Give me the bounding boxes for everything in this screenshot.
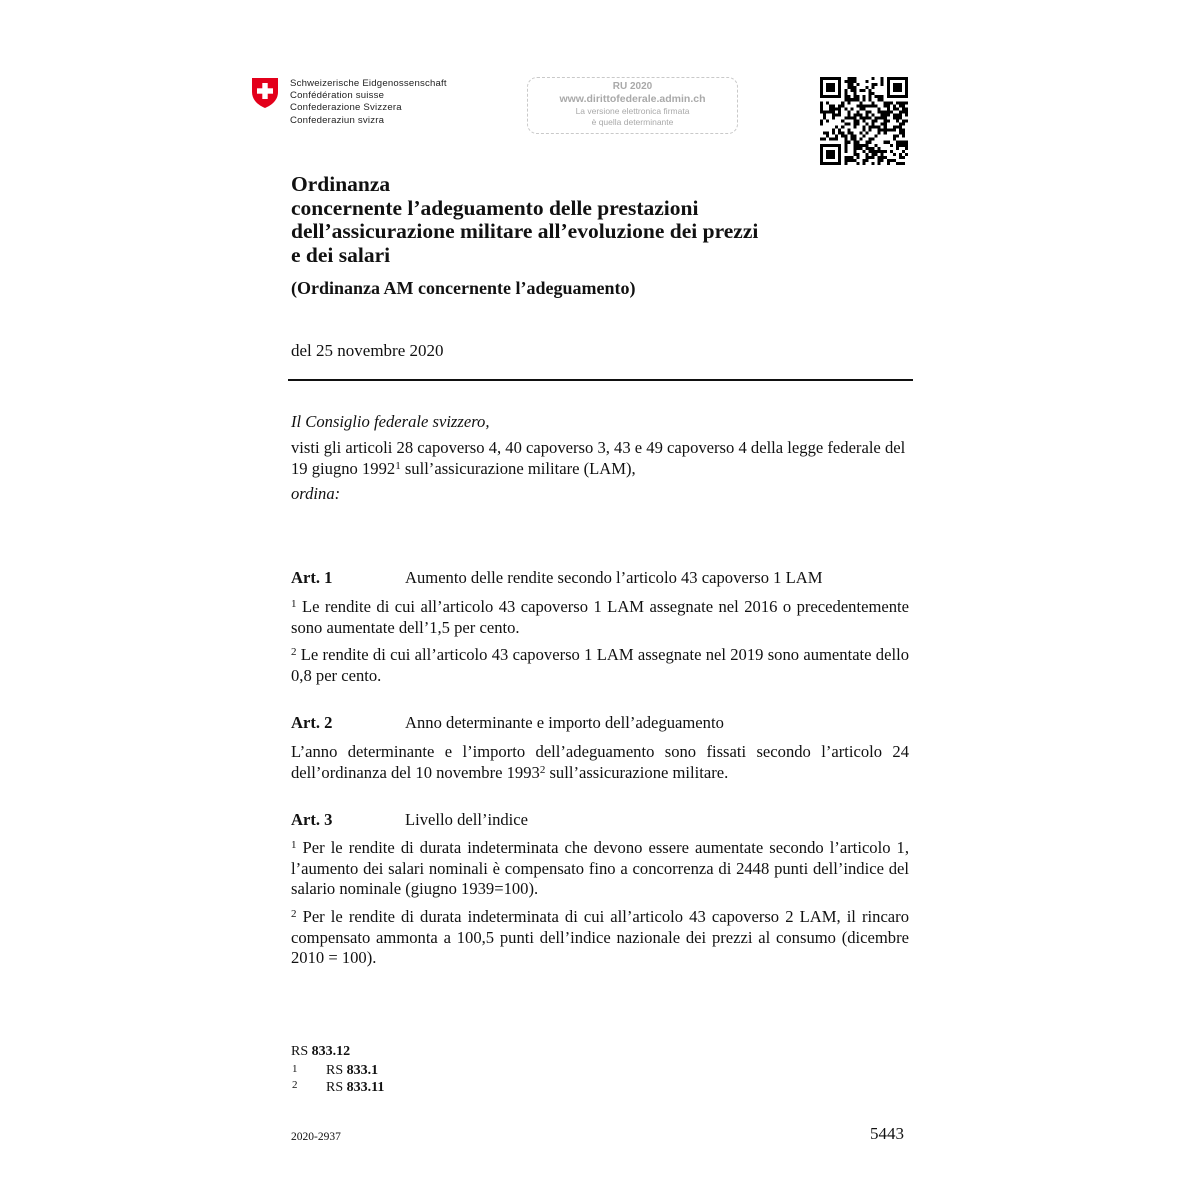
article-2-heading: Anno determinante e importo dell’adeguamento	[405, 713, 724, 732]
title-divider	[288, 379, 913, 381]
footnote-ref-1[interactable]: 1	[395, 459, 401, 472]
paragraph-number: 1	[291, 839, 297, 851]
official-url[interactable]: www.dirittofederale.admin.ch	[559, 93, 706, 105]
confederation-line-it: Confederazione Svizzera	[290, 102, 402, 114]
paragraph-text: Le rendite di cui all’articolo 43 capoverso 1 LAM assegnate nel 2016 o precedentemente sono aumentate dell’1,5 per cento.	[291, 597, 909, 637]
legal-basis	[291, 438, 911, 479]
article-3-paragraph-2	[291, 907, 909, 969]
swiss-cross-shield-icon	[251, 77, 279, 109]
signed-version-note-2: è quella determinante	[591, 116, 674, 127]
document-title	[291, 173, 911, 267]
short-title: (Ordinanza AM concernente l’adeguamento)	[291, 278, 636, 298]
paragraph-text: Per le rendite di durata indeterminata di cui all’articolo 43 capoverso 2 LAM, il rincaro compensato ammonta a 100,5 punti dell’indice nazionale dei prezzi al consumo (dicembre 2010 = 100).	[291, 907, 909, 967]
footnote-ref: 833.11	[346, 1080, 385, 1095]
enactment-date: del 25 novembre 2020	[291, 341, 444, 360]
article-3-heading: Livello dell’indice	[405, 810, 529, 829]
footnote-ref: 833.1	[346, 1063, 379, 1078]
article-2-body	[291, 742, 909, 783]
footnote-2-number: 2	[292, 1079, 298, 1091]
legal-basis-text-end: sull’assicurazione militare (LAM),	[400, 458, 636, 478]
legal-basis-text: visti gli articoli 28 capoverso 4, 40 capoverso 3, 43 e 49 capoverso 4 della legge federale del 19 giugno 1992	[291, 438, 906, 478]
signed-version-note-1: La versione elettronica firmata	[575, 106, 690, 116]
ru-label: RU 2020	[612, 81, 653, 92]
rs-prefix: RS	[291, 1044, 309, 1059]
footnote-prefix: RS	[326, 1063, 344, 1078]
article-1-paragraph-1	[291, 597, 909, 638]
article-1-number: Art. 1	[291, 568, 333, 587]
paragraph-number: 1	[291, 598, 297, 610]
footnote-2	[326, 1080, 384, 1096]
footnote-1	[326, 1063, 378, 1079]
footnote-1-number: 1	[292, 1063, 298, 1075]
footnote-prefix: RS	[326, 1080, 344, 1095]
page-number: 5443	[870, 1124, 904, 1143]
paragraph-number: 2	[291, 908, 297, 920]
confederation-names	[290, 78, 447, 127]
confederation-line-rm: Confederaziun svizra	[290, 114, 385, 126]
article-1-paragraph-2	[291, 645, 909, 686]
article-3-paragraph-1	[291, 838, 909, 900]
paragraph-number: 2	[291, 646, 297, 658]
title-line-3: dell’assicurazione militare all’evoluzione dei prezzi	[291, 219, 759, 243]
rs-number: 833.12	[311, 1044, 351, 1059]
confederation-line-fr: Confédération suisse	[290, 90, 385, 102]
enacting-clause: ordina:	[291, 484, 341, 503]
document-id: 2020-2937	[291, 1131, 341, 1143]
article-2-number: Art. 2	[291, 713, 333, 732]
title-line-4: e dei salari	[291, 242, 391, 267]
article-2-text-end: sull’assicurazione militare.	[545, 762, 729, 782]
article-1-heading: Aumento delle rendite secondo l’articolo 43 capoverso 1 LAM	[405, 568, 823, 587]
title-line-1: Ordinanza	[291, 172, 391, 196]
paragraph-text: Le rendite di cui all’articolo 43 capoverso 1 LAM assegnate nel 2019 sono aumentate dello 0,8 per cento.	[291, 645, 909, 685]
official-publication-box	[527, 77, 738, 134]
footnote-ref-2[interactable]: 2	[539, 763, 546, 776]
systematic-compilation-ref	[291, 1044, 350, 1060]
paragraph-text: Per le rendite di durata indeterminata che devono essere aumentate secondo l’articolo 1, l’aumento dei salari nominali è compensato fino a concorrenza di 2448 punti dell’indice del salario nominale (giugno 1939=100).	[291, 838, 909, 898]
issuing-authority: Il Consiglio federale svizzero,	[291, 412, 490, 431]
article-2-text: L’anno determinante e l’importo dell’adeguamento sono fissati secondo l’articolo 24 dell’ordinanza del 10 novembre 1993	[291, 742, 909, 782]
title-line-2: concernente l’adeguamento delle prestazioni	[291, 195, 699, 220]
qr-code-icon	[820, 77, 908, 165]
confederation-line-de: Schweizerische Eidgenossenschaft	[290, 78, 447, 89]
article-3-number: Art. 3	[291, 810, 333, 829]
